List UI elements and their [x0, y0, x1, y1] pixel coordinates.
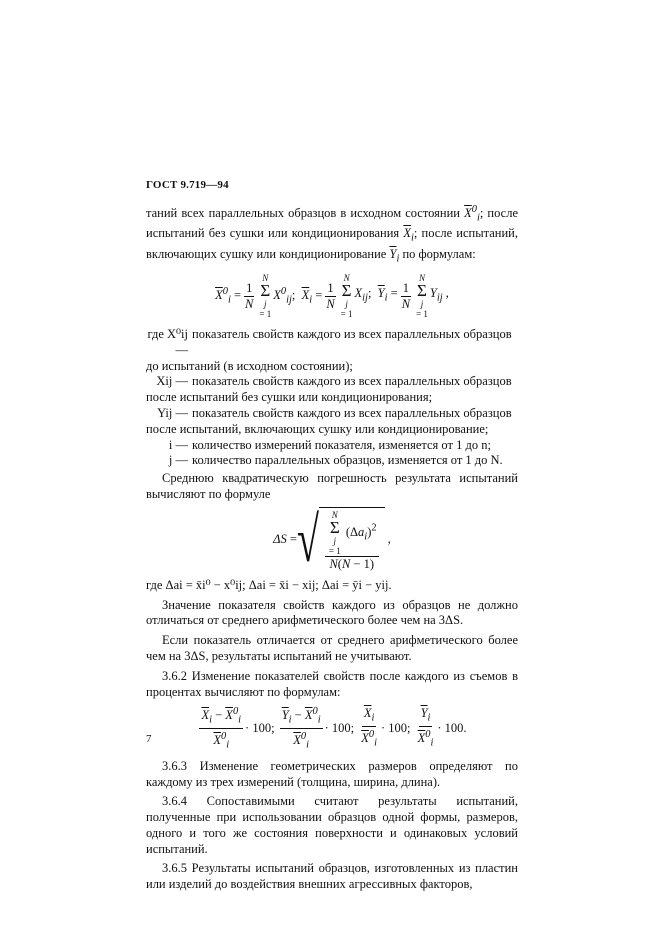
definitions-list — [146, 327, 518, 469]
intro-text-2: ; после испытаний без сушки или кондиционирования — [146, 206, 518, 241]
formula-percent: $\frac{\overline{X}_i - \overline{X}^0_i}{\overline{X}^0_i}$ · 100; $\frac{\overline{Y}_i - \overline{X}^0_i}{\overline{X}^0_i}$ · 100; $\frac{\overline{X}_i}{\overline{X}^0_i}$ · 100; $\frac{\overline{Y}_i}{\overline{X}^0_i}$ · 100. — [201, 706, 467, 751]
if-paragraph: Если показатель отличается от среднего арифметического более чем на 3ΔS, результаты испытаний не учитывают. — [146, 633, 518, 663]
page-content — [146, 202, 518, 893]
intro-text-3: ; после испытаний, включающих сушку или кондиционирование — [146, 226, 518, 261]
definition-item: где X⁰ij — показатель свойств каждого из всех параллельных образцов — [147, 327, 512, 357]
section-3-6-2: 3.6.2 Изменение показателей свойств после каждого из съемов в процентах вычисляют по формулам: — [146, 668, 518, 699]
definition-cont: после испытаний без сушки или кондиционирования; — [146, 390, 433, 405]
definition-item: Xij — показатель свойств каждого из всех параллельных образцов — [156, 374, 512, 389]
page-number: 7 — [146, 733, 152, 745]
section-3-6-5: 3.6.5 Результаты испытаний образцов, изготовленных из пластин или изделий до воздействия внешних агрессивных факторов, — [146, 861, 518, 892]
formula-rms: ΔS = √ N Σ j = 1 $(\Delta a_i)^2$ N(N − 1) , — [273, 503, 391, 576]
value-paragraph: Значение показателя свойств каждого из образцов не должно отличаться от среднего арифметического более чем на 3ΔS. — [146, 597, 518, 628]
section-3-6-3: 3.6.3 Изменение геометрических размеров определяют по каждому из трех измерений (толщина, ширина, длина). — [146, 758, 518, 789]
where-deltas: где Δai = x̄i⁰ − x⁰ij; Δai = x̄i − xij; Δai = ȳi − yij. — [146, 577, 392, 592]
rms-paragraph: Среднюю квадратическую погрешность результата испытаний вычисляют по формуле — [146, 471, 518, 502]
definition-item: i — количество измерений показателя, изменяется от 1 до n; — [168, 437, 491, 452]
section-3-6-4: 3.6.4 Сопоставимыми считают результаты испытаний, полученные при использовании образцов одной формы, размеров, одного и того же состояния поверхности и одинаковых условий испытаний. — [146, 794, 518, 856]
definition-item: j — количество параллельных образцов, изменяется от 1 до N. — [168, 453, 503, 468]
intro-text-1: таний всех параллельных образцов в исходном состоянии — [146, 206, 465, 221]
intro-paragraph: таний всех параллельных образцов в исходном состоянии $\overline{X}^0_i$; после испытаний без сушки или кондиционирования $\overline{X}_i$; после испытаний, включающих сушку или кондиционирование $\overline{Y}_i$ по формулам: — [146, 204, 518, 265]
definition-item: Yij — показатель свойств каждого из всех параллельных образцов — [157, 406, 512, 421]
page-header: ГОСТ 9.719—94 — [146, 179, 229, 191]
definition-cont: после испытаний, включающих сушку или кондиционирование; — [146, 421, 489, 436]
intro-text-4: по формулам: — [399, 246, 476, 261]
definition-cont: до испытаний (в исходном состоянии); — [146, 358, 353, 373]
formula-means: $\overline{X}^0_i$ = $\frac{1}{N}$ N Σ j = 1 $X^0_{ij}$; $\overline{X}_i$ = $\frac{1}{N}$ N Σ j = 1 $X_{ij}$; $\overline{Y}_i$ = $\frac{1}{N}$ N Σ j = 1 $Y_{ij}$ , — [215, 273, 449, 320]
